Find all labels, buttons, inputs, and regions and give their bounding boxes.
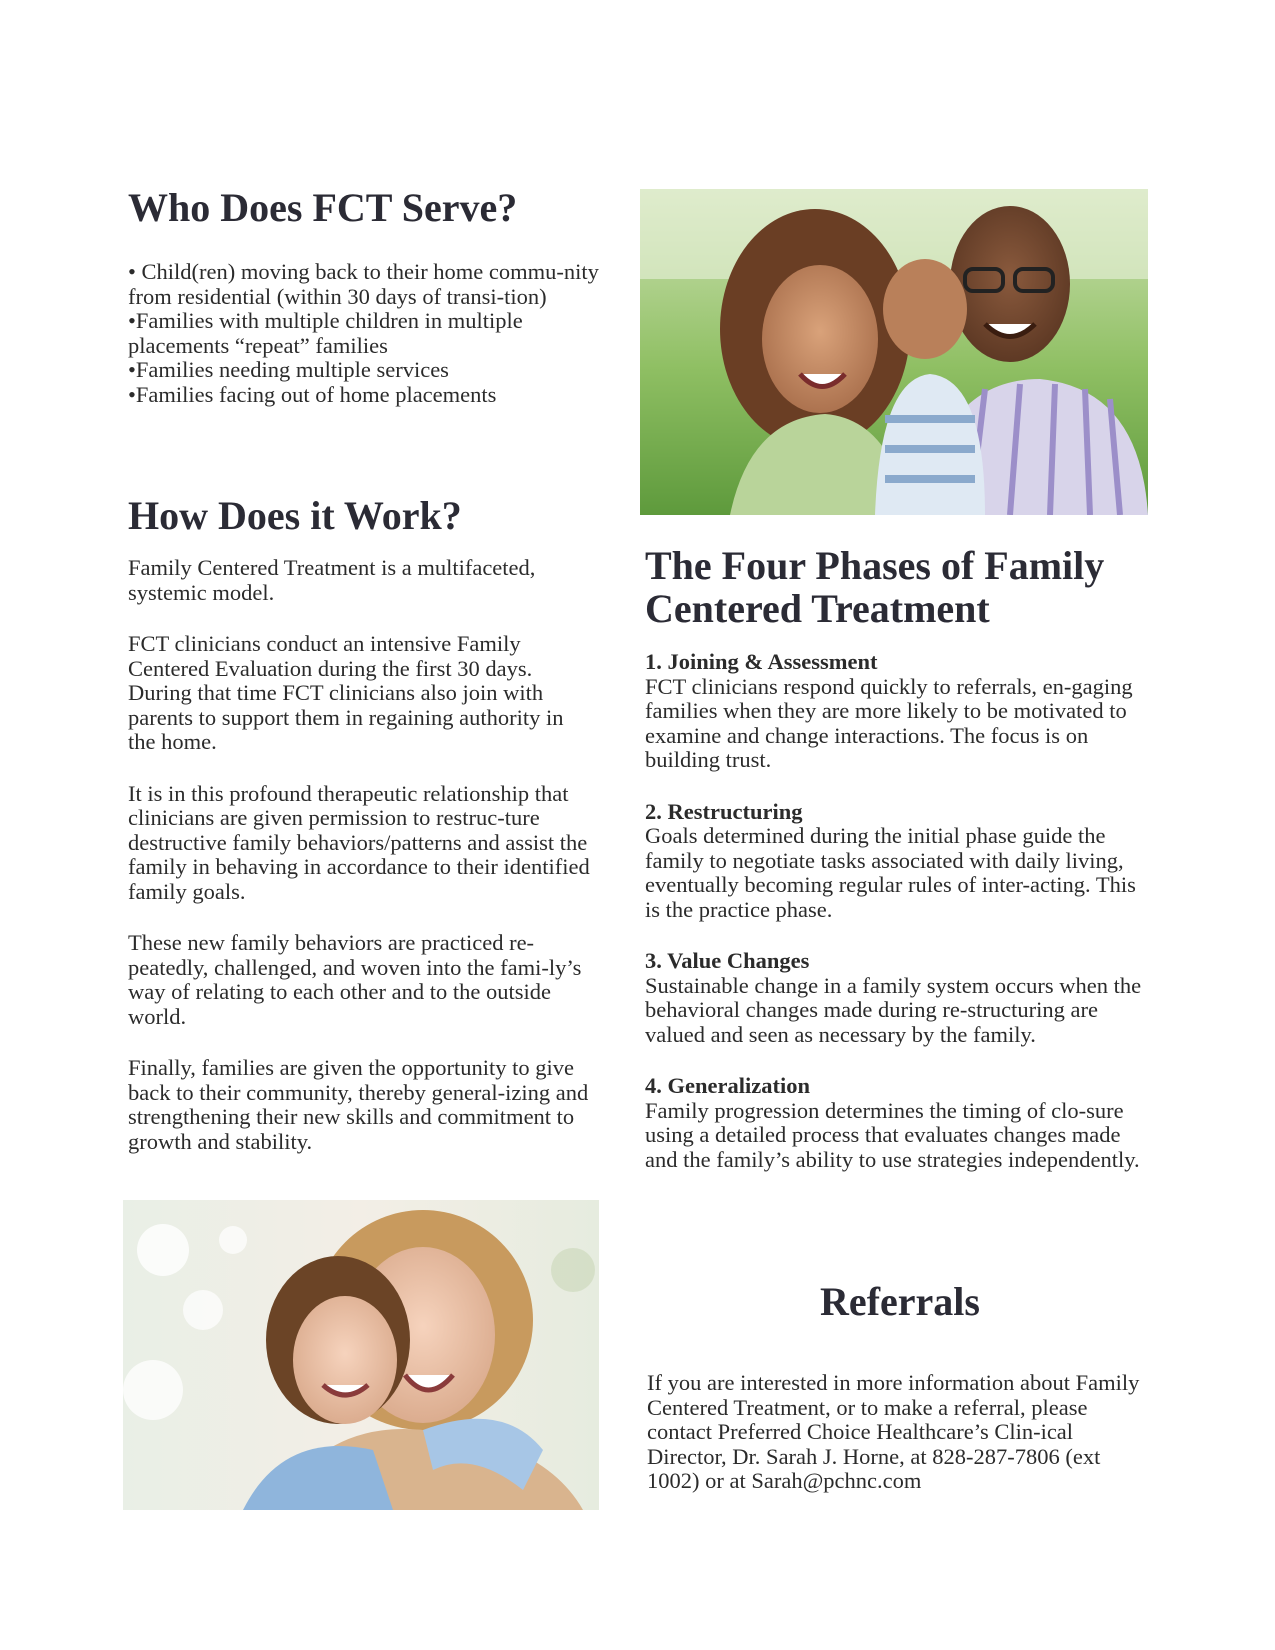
how-heading: How Does it Work?: [128, 493, 462, 538]
list-item: •Families with multiple children in multiple placements “repeat” families: [128, 308, 523, 358]
phase-item: [645, 800, 1145, 923]
phase-item: [645, 949, 1145, 1047]
phase-title: 2. Restructuring: [645, 798, 803, 824]
list-item: •Families facing out of home placements: [128, 381, 497, 407]
how-paragraph: Finally, families are given the opportunity to give back to their community, thereby general-izing and strengthening their new skills and commitment to growth and stability.: [128, 1055, 589, 1154]
referrals-heading: Referrals: [820, 1279, 980, 1324]
phases-list: [645, 650, 1145, 1199]
how-paragraph: Family Centered Treatment is a multifaceted, systemic model.: [128, 555, 536, 605]
how-paragraph: These new family behaviors are practiced re-peatedly, challenged, and woven into the fami-ly’s way of relating to each other and to the outside world.: [128, 930, 582, 1029]
phase-text: FCT clinicians respond quickly to referrals, en-gaging families when they are more likely to be motivated to examine and change interactions. The focus is on building trust.: [645, 673, 1133, 772]
list-item: • Child(ren) moving back to their home commu-nity from residential (within 30 days of transi-tion): [128, 259, 599, 309]
phases-heading: The Four Phases of Family Centered Treatment: [645, 543, 1105, 632]
family-photo: [640, 189, 1148, 515]
phase-title: 4. Generalization: [645, 1073, 810, 1098]
phase-item: [645, 1074, 1145, 1172]
phase-title: 3. Value Changes: [645, 948, 810, 973]
who-heading: Who Does FCT Serve?: [128, 185, 518, 230]
phase-title: 1. Joining & Assessment: [645, 649, 878, 674]
who-list: [128, 260, 608, 407]
phase-item: [645, 650, 1145, 773]
referrals-text: If you are interested in more information about Family Centered Treatment, or to make a referral, please contact Preferred Choice Healthcare’s Clin-ical Director, Dr. Sarah J. Horne, at 828-287-7806 (ext 1002) or at Sarah@pchnc.com: [647, 1370, 1140, 1493]
how-paragraph: FCT clinicians conduct an intensive Family Centered Evaluation during the first 30 days. During that time FCT clinicians also join with parents to support them in regaining authority in the home.: [128, 631, 564, 754]
phase-text: Goals determined during the initial phase guide the family to negotiate tasks associated with daily living, eventually becoming regular rules of inter-acting. This is the practice phase.: [645, 823, 1136, 922]
phase-text: Family progression determines the timing of clo-sure using a detailed process that evaluates changes made and the family’s ability to use strategies independently.: [645, 1097, 1140, 1172]
phase-text: Sustainable change in a family system occurs when the behavioral changes made during re-structuring are valued and seen as necessary by the family.: [645, 972, 1142, 1047]
how-paragraph: It is in this profound therapeutic relationship that clinicians are given permission to restruc-ture destructive family behaviors/patterns and assist the family in behaving in accordance to their identified family goals.: [128, 780, 590, 904]
mother-daughter-photo: [123, 1200, 599, 1510]
how-body: [128, 556, 590, 1181]
list-item: •Families needing multiple services: [128, 357, 449, 382]
